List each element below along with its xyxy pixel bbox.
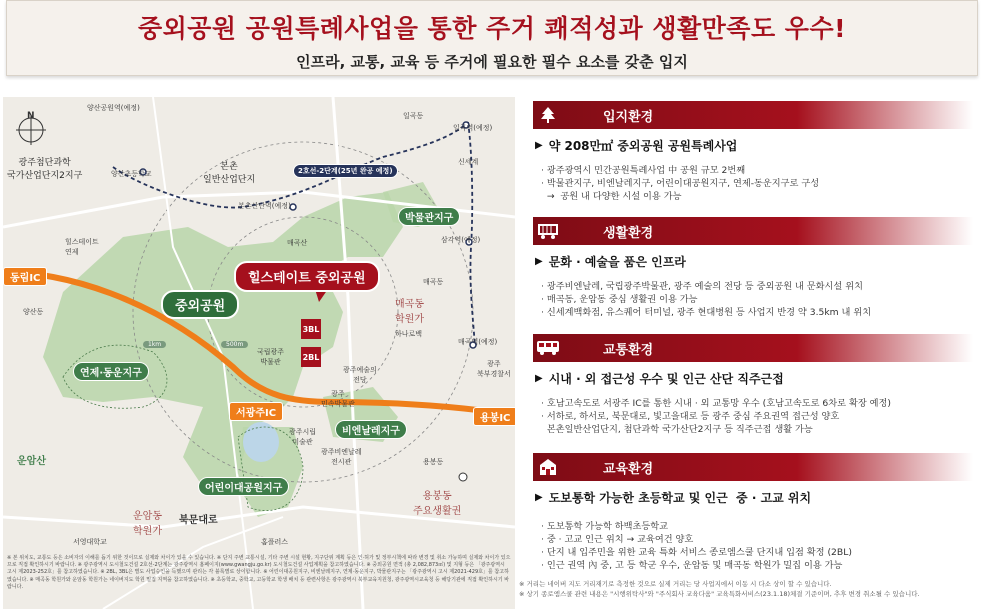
zone-yeonje: 연제·동운지구 (73, 362, 149, 381)
bullet-item: · 매곡동, 운암동 중심 생활권 이용 가능 (541, 294, 698, 305)
section-title: 교통환경 (603, 342, 654, 358)
label-art-museum: 광주시립 미술관 (289, 428, 317, 446)
page-title: 중외공원 공원특례사업을 통한 주거 쾌적성과 생활만족도 우수! (137, 14, 847, 43)
section-headline (533, 253, 973, 270)
label-biennale-hall: 광주비엔날레 전시관 (321, 448, 362, 466)
bullet-item: · 신세계백화점, 유스퀘어 터미널, 광주 현대병원 등 사업지 반경 약 3.5km 내 위치 (541, 307, 872, 318)
headline-text: 문화 · 예술을 품은 인프라 (548, 255, 686, 269)
label-bonchon-station: 본촌산단역(예정) (238, 202, 291, 210)
label-unam-academy: 운암동 학원가 (133, 511, 162, 537)
headline-text: 약 208만㎡ 중외공원 공원특례사업 (548, 139, 738, 153)
label-unamsan: 운암산 (17, 456, 46, 467)
zone-biennale: 비엔날레지구 (335, 420, 407, 439)
bullet-item: · 서하로, 하서로, 북문대로, 빛고을대로 등 광주 중심 주요권역 접근성 양호 (541, 411, 840, 422)
bullet-list (541, 164, 973, 203)
bullet-item: · 박물관지구, 비엔날레지구, 어린이대공원지구, 연제-동운지구로 구성 (541, 178, 820, 189)
label-north-police: 광주 북부경찰서 (477, 360, 511, 378)
label-hanabaek: 하나로백 (395, 330, 423, 338)
bus-icon (533, 340, 563, 356)
label-science-complex: 광주첨단과학 국가산업단지2지구 (7, 158, 83, 181)
tree-icon (533, 106, 563, 124)
block-3bl[interactable]: 3BL (301, 319, 321, 339)
label-hilstate-yeonje: 힐스테이트 연제 (65, 238, 99, 256)
label-bonchon-industrial: 본촌 일반산업단지 (203, 162, 256, 185)
section-headline (533, 370, 973, 387)
cart-icon (533, 222, 563, 240)
label-seoyeong-univ: 서영대학교 (73, 538, 107, 546)
section-location (533, 101, 973, 203)
bullet-item: · 광주비엔날레, 국립광주박물관, 광주 예술의 전당 등 중외공원 내 문화시설 위치 (541, 281, 863, 292)
label-maegoksan: 매곡산 (287, 239, 308, 247)
map-disclaimer: ※ 본 위치도, 교통도 등은 소비자의 이해를 돕기 위한 것이므로 실제와 차이가 있을 수 있습니다. ※ 단지 주변 교통시설, 기타 주변 시설 현황, 지구단위 계획 등은 인·허가 및 정부시책에 따라 변경 및 취소 가능하며 실제와 차이가 있으므로 직접 확인하시기 바랍니다. ※ 광주광역시 도시철도건설 2호선-2단계는 광주광역시 홈페이지(www.gwangju.go.kr) 도시철도건설 사업계획을 참고하였습니다. ※ 중외공원 면적 (총 2,082,873㎡) 및 지형 등은 「광주광역시 고시 제2023-252호」를 참고하였습니다. ※ 2BL, 3BL은 별도 사업승인을 득했으며 관리는 각 블록별로 상이합니다. ※ 어린이대공원지구, 비엔날레지구, 연제·동운지구, 박물관지구는 「광주광역시 고시 제2021-429호」를 참고하였습니다. ※ 매곡동 학원가와 운암동 학원가는 네이버지도 학원 밀집 지역을 참고하였습니다. ※ 초등학교, 중학교, 고등학교 학생 배치 등 관련사항은 광주광역시 북부교육지원청, 광주광역시교육청 등 해당기관에 직접 확인하시기 바랍니다. (7, 555, 511, 590)
location-map (3, 97, 515, 609)
label-culture-center: 광주예술의 전당 (343, 366, 377, 384)
footnotes (519, 579, 920, 599)
section-header (533, 101, 973, 129)
section-headline (533, 137, 973, 154)
ic-dongrim: 동림IC (3, 267, 47, 286)
block-2bl[interactable]: 2BL (301, 347, 321, 367)
section-header (533, 217, 973, 245)
bullet-item: · 광주광역시 민간공원특례사업 中 공원 규모 2번째 (541, 165, 746, 176)
bullet-item: · 중 · 고교 인근 위치 → 교육여건 양호 (541, 534, 694, 545)
zone-children-park: 어린이대공원지구 (198, 477, 289, 496)
label-yangsan-dong: 양산동 (23, 308, 44, 316)
section-education (533, 453, 973, 572)
section-title: 교육환경 (603, 461, 654, 477)
bullet-item: · 호남고속도로 서광주 IC를 통한 시내 · 외 교통망 우수 (호남고속도로 6차로 확장 예정) (541, 398, 891, 409)
bullet-list (541, 397, 973, 436)
triangle-icon: ▶ (535, 492, 543, 503)
bullet-item: · 단지 내 입주민을 위한 교육 특화 서비스 종로엠스쿨 단지내 입점 확정 (2BL) (541, 547, 852, 558)
bullet-item: 본촌일반산업단지, 첨단과학 국가산단2지구 등 직주근접 생활 가능 (541, 424, 813, 435)
label-yangsan-park-station: 양산초등학교 (111, 170, 152, 178)
label-ilgokdong: 일곡동 (403, 112, 424, 120)
section-living (533, 217, 973, 319)
label-national-museum: 국립광주 박물관 (257, 348, 285, 366)
ic-seogwangju: 서광주IC (229, 402, 283, 421)
label-sinsegae: 신세계 (458, 158, 479, 166)
school-icon (533, 458, 563, 476)
section-title: 입지환경 (603, 109, 654, 125)
headline-text: 도보통학 가능한 초등학교 및 인근 중 · 고교 위치 (548, 491, 812, 505)
section-header (533, 334, 973, 362)
label-ilgok-station: 일곡역(예정) (453, 124, 493, 132)
ic-yongbong: 용봉IC (473, 407, 515, 426)
label-yongbong-dong: 용봉동 (423, 458, 444, 466)
triangle-icon: ▶ (535, 140, 543, 151)
distance-1km: 1km (143, 341, 166, 348)
label-maegok-academy: 매곡동 학원가 (395, 299, 424, 325)
distance-500m: 500m (221, 341, 248, 348)
label-samgak-station: 삼각역(예정) (441, 236, 481, 244)
bullet-list (541, 280, 973, 319)
label-bukmun-road: 북문대로 (179, 515, 218, 526)
zone-bakmulgwan: 박물관지구 (398, 207, 460, 226)
label-yongbong-district: 용봉동 주요생활권 (413, 491, 462, 517)
bullet-item: · 인근 권역 內 중, 고 등 학군 우수, 운암동 및 매곡동 학원가 밀집 이용 가능 (541, 560, 843, 571)
park-label: 중외공원 (161, 290, 239, 319)
page-subtitle: 인프라, 교통, 교육 등 주거에 필요한 필수 요소를 갖춘 입지 (296, 53, 688, 71)
label-maegok-dong: 매곡동 (423, 278, 444, 286)
section-headline (533, 489, 973, 506)
label-line2: 2호선-2단계(25년 완공 예정) (293, 164, 398, 178)
section-title: 생활환경 (603, 225, 654, 241)
label-yangsan-station: 양산공원역(예정) (87, 104, 140, 112)
bullet-list (541, 520, 973, 572)
bullet-item: · 도보통학 가능학 하백초등학교 (541, 521, 669, 532)
section-header (533, 453, 973, 481)
compass-north: N (27, 111, 35, 121)
site-label[interactable]: 힐스테이트 중외공원 (234, 261, 380, 292)
page-header (6, 0, 978, 76)
footnote-1: ※ 거리는 네이버 지도 거리재기로 측정한 것으로 실제 거리는 당 사업지에서 이동 시 다소 상이 할 수 있습니다. (519, 580, 832, 588)
triangle-icon: ▶ (535, 373, 543, 384)
label-folk-museum: 광주 민속박물관 (321, 390, 355, 408)
section-transport (533, 334, 973, 436)
label-homeplus: 홈플러스 (261, 538, 289, 546)
label-maegok-station: 매곡역(예정) (458, 338, 498, 346)
bullet-item: → 공원 내 다양한 시설 이용 가능 (541, 191, 682, 202)
triangle-icon: ▶ (535, 256, 543, 267)
headline-text: 시내 · 외 접근성 우수 및 인근 산단 직주근접 (548, 372, 784, 386)
footnote-2: ※ 상기 종로엠스쿨 관련 내용은 "시행위탁사"와 "주식회사 교육다움" 교육특화서비스(23.1.18)체결 기준이며, 추후 변경 취소될 수 있습니다. (519, 590, 920, 598)
